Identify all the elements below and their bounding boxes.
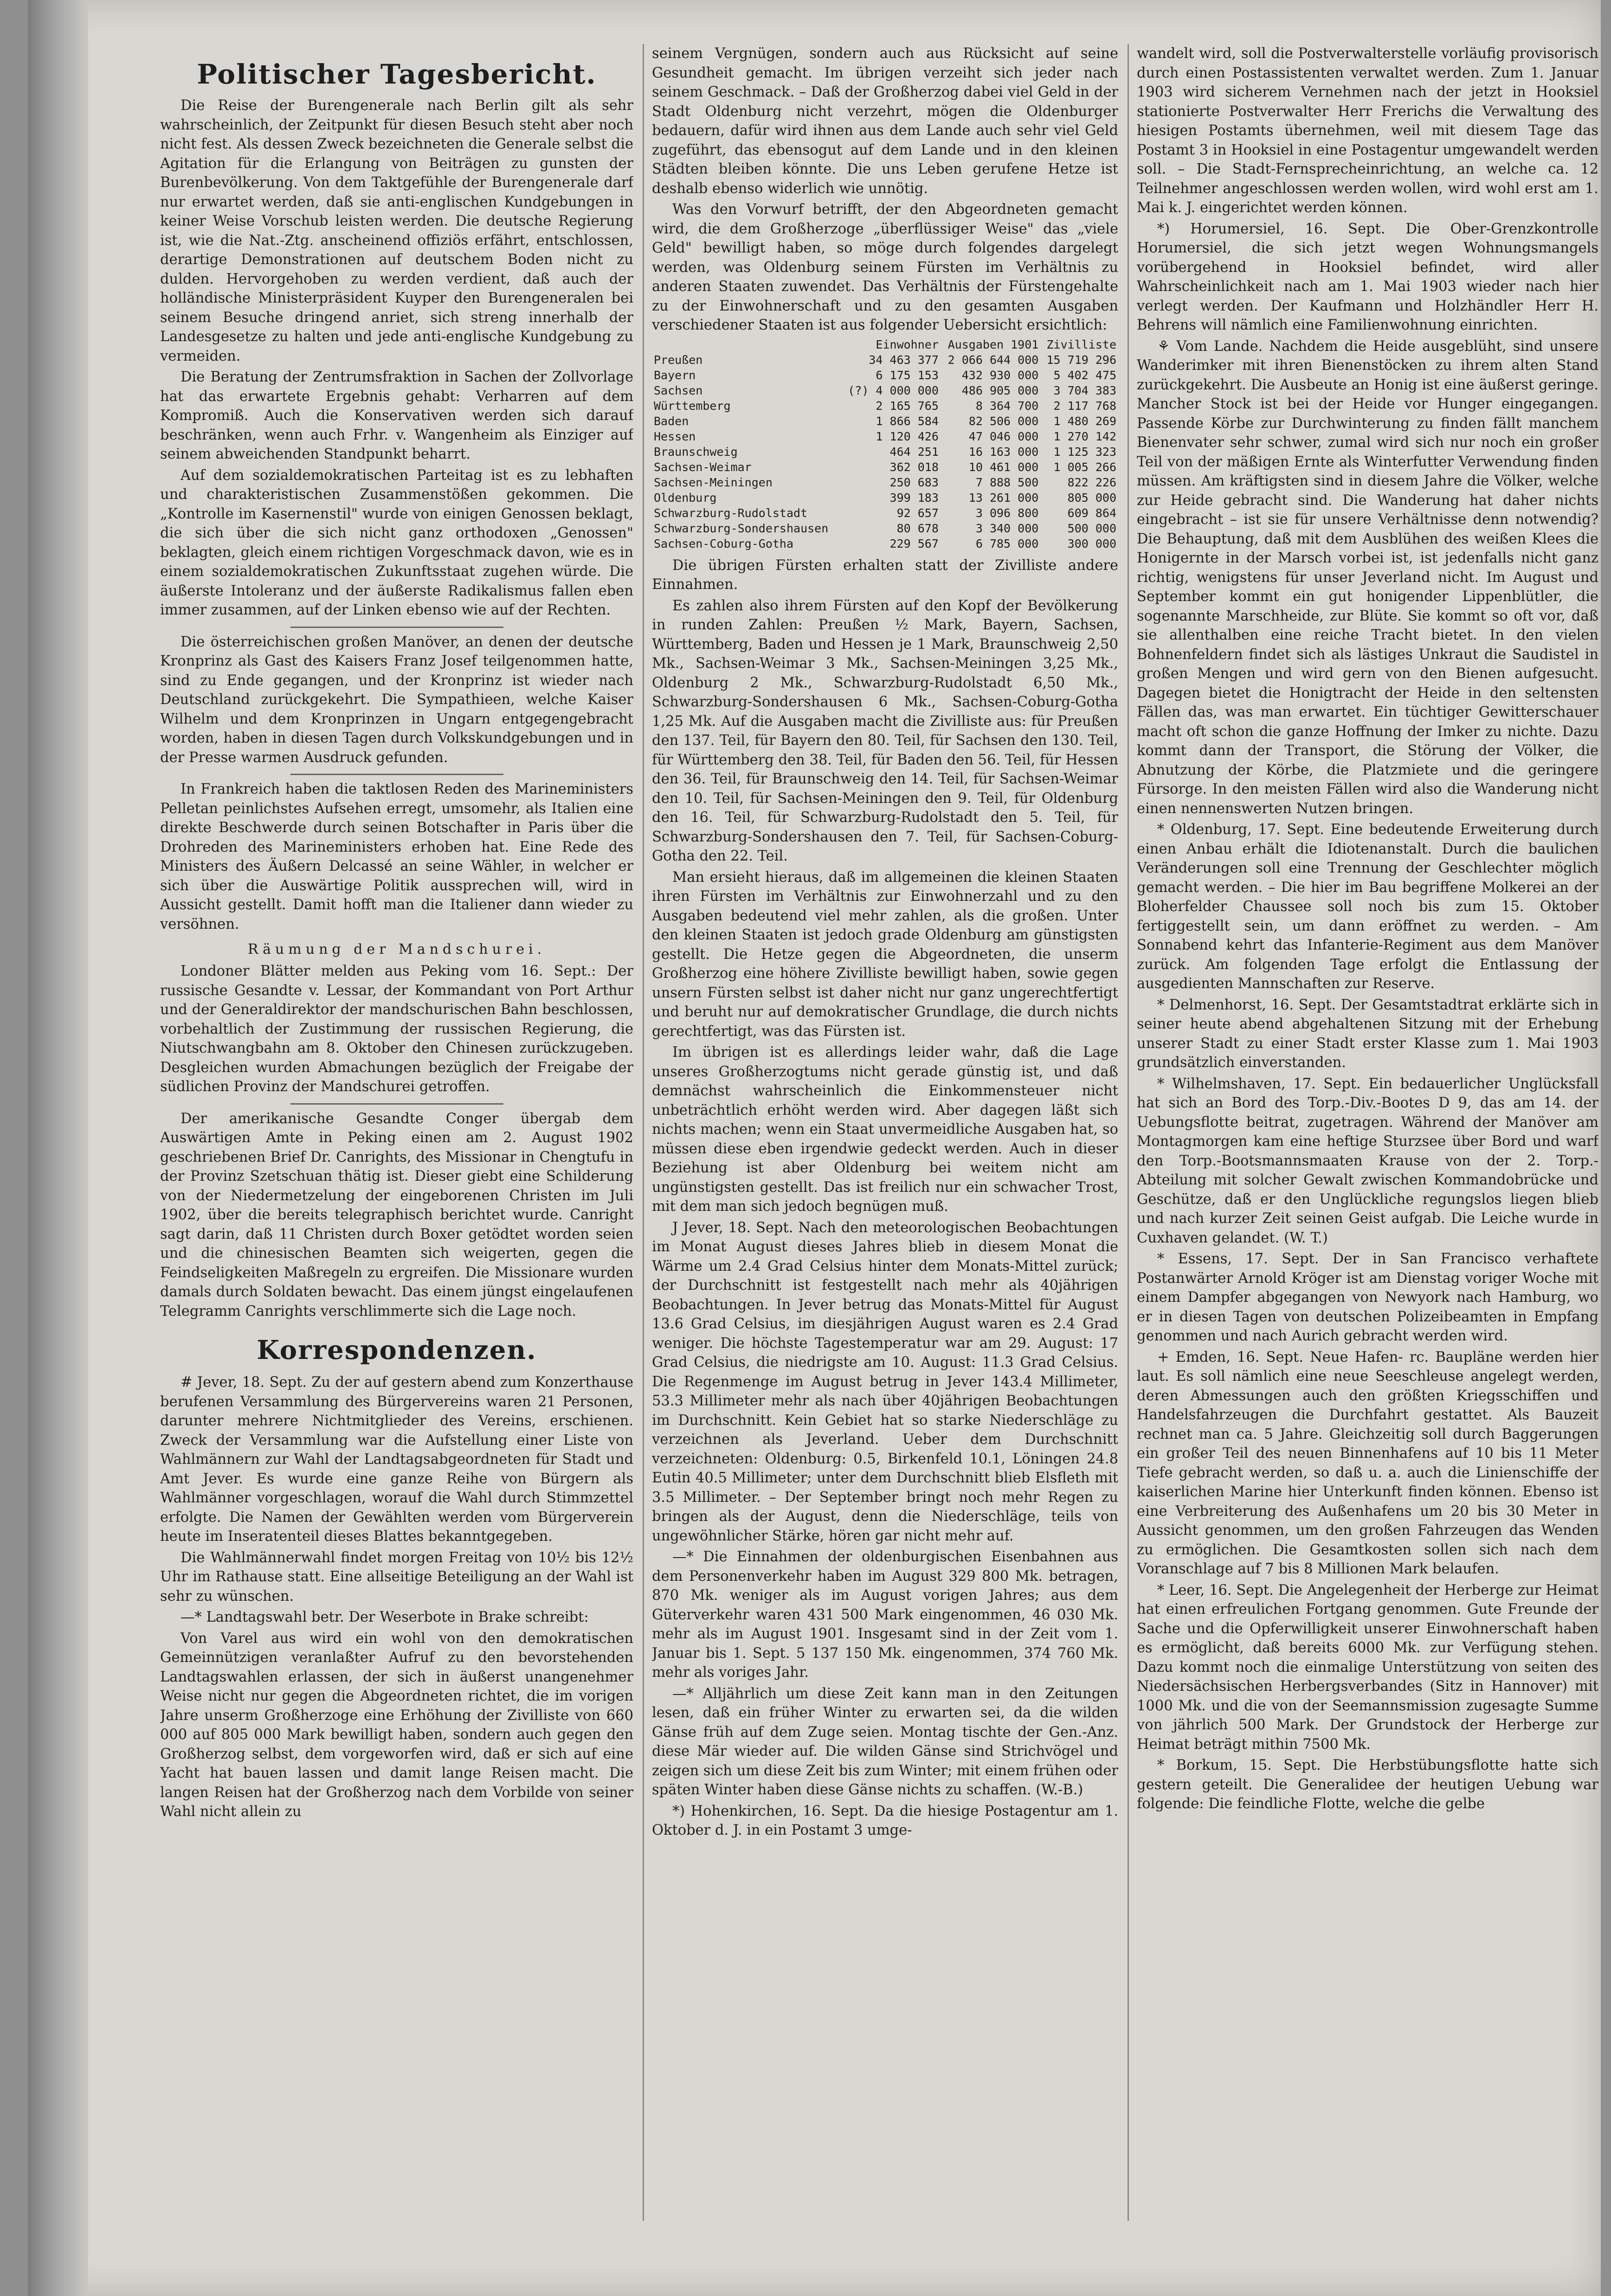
article-paragraph: Die Wahlmännerwahl findet morgen Freitag von 10½ bis 12½ Uhr im Rathause statt. Eine allseitige Beteiligung an der Wahl ist sehr zu wünschen. [160,1549,633,1604]
column-2 [652,44,1118,2267]
table-row [652,536,1118,551]
article-paragraph: Was den Vorwurf betrifft, der den Abgeordneten gemacht wird, die dem Großherzoge „überflüssiger Weise" das „viele Geld" bewilligt haben, so möge durch folgendes dargelegt werden, was Oldenburg seinem Fürsten im Verhältnis zu anderen Staaten zuwendet. Das Verhältnis der Fürstengehalte zu der Einwohnerschaft und zu den gesamten Ausgaben verschiedener Staaten ist aus folgender Uebersicht ersichtlich: [652,201,1118,333]
article-paragraph: Im übrigen ist es allerdings leider wahr, daß die Lage unseres Großherzogtums nicht gerade günstig ist, und daß demnächst wahrscheinlich die Einkommensteuer nicht unbeträchtlich erhöht werden wird. Aber dagegen läßt sich nichts machen; wenn ein Staat unvermeidliche Ausgaben hat, so müssen diese eben irgendwie gedeckt werden. Auch in dieser Beziehung ist aber Oldenburg bei weitem nicht am ungünstigsten gestellt. Das ist freilich nur ein schwacher Trost, mit dem man sich jedoch begnügen muß. [652,1044,1118,1215]
table-header-cell: Einwohner [876,337,939,351]
article-paragraph: Londoner Blätter melden aus Peking vom 16. Sept.: Der russische Gesandte v. Lessar, der Kommandant von Port Arthur und der Generaldirektor der mandschurischen Bahn beschlossen, vorbehaltlich der Zustimmung der russischen Regierung, die Niutschwangbahn am 8. Oktober den Chinesen zurückzugeben. Desgleichen wurden Abmachungen bezüglich der Freigabe der südlichen Provinz der Mandschurei getroffen. [160,963,633,1095]
table-cell: (?) 4 000 000 [848,383,939,397]
article-paragraph: Auf dem sozialdemokratischen Parteitag ist es zu lebhaften und charakteristischen Zusammenstößen gekommen. Die „Kontrolle im Kasernenstil" wurde von einigen Genossen beklagt, die sich über die sich nicht ganz orthodoxen „Genossen" beklagten, gleich einem richtigen Vorgeschmack davon, wie es in einem sozialdemokratischen Zukunftsstaat zugehen würde. Die äußerste Intoleranz und der äußerste Radikalismus fallen eben immer zusammen, auf der Linken ebenso wie auf der Rechten. [160,467,633,618]
table-cell: Oldenburg [654,491,717,504]
table-cell: 80 678 [896,521,939,535]
article-paragraph: Die Beratung der Zentrumsfraktion in Sachen der Zollvorlage hat das erwartete Ergebnis gehabt: Verharren auf dem Kompromiß. Auch die Konservativen werden sich darauf beschränken, wenn auch Frhr. v. Wangenheim als Einziger auf seinem abweichenden Standpunkt beharrt. [160,369,633,462]
article-paragraph: *) Hohenkirchen, 16. Sept. Da die hiesige Postagentur am 1. Oktober d. J. in ein Postamt 3 umge- [652,1803,1118,1838]
table-cell: 1 005 266 [1053,460,1116,474]
article-paragraph: seinem Vergnügen, sondern auch aus Rücksicht auf seine Gesundheit gemacht. Im übrigen verzeiht sich jeder nach seinem Geschmack. – Daß der Großherzog dabei viel Geld in der Stadt Oldenburg nicht verzehrt, mögen die Oldenburger bedauern, dafür wird ihnen aus dem Lande auch sehr viel Geld zugeführt, das ebensogut auf dem Lande und in den kleinen Städten bleiben könnte. Die uns Leben gerufene Hetze ist deshalb ebenso widerlich wie unnötig. [652,45,1118,197]
table-row [652,505,1118,521]
table-cell: 1 866 584 [876,414,939,428]
article-paragraph: J Jever, 18. Sept. Nach den meteorologischen Beobachtungen im Monat August dieses Jahres blieb in diesem Monat die Wärme um 2.4 Grad Celsius hinter dem Monats-Mittel zurück; der Durchschnitt ist festgestellt nach mehr als 40jährigen Beobachtungen. In Jever betrug das Monats-Mittel für August 13.6 Grad Celsius, im diesjährigen August waren es 2.4 Grad weniger. Die höchste Tagestemperatur war am 29. August: 17 Grad Celsius, die niedrigste am 10. August: 11.3 Grad Celsius. Die Regenmenge im August betrug in Jever 143.4 Millimeter, 53.3 Millimeter mehr als nach über 40jährigen Beobachtungen im Durchschnitt. Kein Gebiet hat so starke Niederschläge zu verzeichnen als Jeverland. Ueber dem Durchschnitt verzeichneten: Oldenburg: 0.5, Birkenfeld 10.1, Löningen 24.8 Eutin 40.5 Millimeter; unter dem Durchschnitt blieb Elsfleth mit 3.5 Millimeter. – Der September bringt noch mehr Regen zu bringen als der August, denn die Niederschläge, teils von ungewöhnlicher Stärke, hören gar nicht mehr auf. [652,1219,1118,1544]
table-cell: Sachsen-Weimar [654,460,752,474]
article-paragraph: * Leer, 16. Sept. Die Angelegenheit der Herberge zur Heimat hat einen erfreulichen Fortgang genommen. Gute Freunde der Sache und die Opferwilligkeit unserer Einwohnerschaft haben es ermöglicht, daß bereits 6000 Mk. zur Verfügung stehen. Dazu kommt noch die einmalige Unterstützung von seiten des Niedersächsischen Herbergsverbandes (Sitz in Hannover) mit 1000 Mk. und die von der Seemannsmission zugesagte Summe von jährlich 500 Mark. Der Grundstock der Herberge zur Heimat beträgt mithin 7500 Mk. [1137,1582,1598,1753]
table-cell: 399 183 [889,491,939,504]
table-cell: 1 480 269 [1053,414,1116,428]
newspaper-page [28,0,1601,2296]
article-paragraph: —* Die Einnahmen der oldenburgischen Eisenbahnen aus dem Personenverkehr haben im August 329 800 Mk. betragen, 870 Mk. weniger als im August vorigen Jahres; aus dem Güterverkehr waren 431 500 Mark eingenommen, 46 030 Mk. mehr als im August 1901. Insgesamt sind in der Zeit vom 1. Januar bis 1. Sept. 5 137 150 Mk. eingenommen, 374 760 Mk. mehr als voriges Jahr. [652,1549,1118,1681]
table-cell: 47 046 000 [968,429,1039,443]
table-cell: Baden [654,414,689,428]
table-cell: 92 657 [896,506,939,520]
table-cell: 1 125 323 [1053,445,1116,459]
page-binding-edge [28,0,88,2296]
civil-list-table [652,337,1118,551]
table-cell: 822 226 [1067,475,1116,489]
table-cell: 7 888 500 [975,475,1039,489]
table-cell: 805 000 [1067,491,1116,504]
table-cell: Bayern [654,368,696,382]
table-cell: 486 905 000 [961,383,1039,397]
table-cell: 3 340 000 [975,521,1039,535]
table-cell: Schwarzburg-Sondershausen [654,521,829,535]
table-cell: Hessen [654,429,696,443]
article-paragraph: Die übrigen Fürsten erhalten statt der Zivilliste andere Einnahmen. [652,557,1118,593]
divider [290,774,503,775]
article-paragraph: Von Varel aus wird ein wohl von den demokratischen Gemeinnützigen veranlaßter Aufruf zu den bevorstehenden Landtagswahlen erlassen, der sich in äußerst unangenehmer Weise nicht nur gegen die Abgeordneten richtet, die im vorigen Jahre unserm Großherzoge eine Erhöhung der Zivilliste von 660 000 auf 805 000 Mark bewilligt haben, sondern auch gegen den Großherzog selbst, dem vorgeworfen wird, daß er sich auf eine Yacht hat bauen lassen und damit lange Reisen macht. Die langen Reisen hat der Großherzog nach dem Vorbilde von seiner Wahl nicht allein zu [160,1630,633,1820]
column-rule [1128,44,1129,2221]
table-row [652,490,1118,505]
section-title: Politischer Tagesbericht. [197,58,597,90]
table-cell: 2 066 644 000 [947,353,1039,367]
table-cell: 13 261 000 [968,491,1039,504]
table-cell: 2 117 768 [1053,399,1116,413]
table-row [652,383,1118,398]
article-paragraph: * Delmenhorst, 16. Sept. Der Gesamtstadtrat erklärte sich in seiner heute abend abgehaltenen Sitzung mit der Erhebung unserer Stadt zu einer Stadt erster Klasse zum 1. Mai 1903 grundsätzlich einverstanden. [1137,996,1598,1071]
divider [290,1103,503,1105]
table-cell: 362 018 [889,460,939,474]
table-cell: 3 096 800 [975,506,1039,520]
table-cell: 10 461 000 [968,460,1039,474]
table-cell: Sachsen [654,383,703,397]
table-cell: 2 165 765 [876,399,939,413]
article-paragraph: * Essens, 17. Sept. Der in San Francisco verhaftete Postanwärter Arnold Kröger ist am Dienstag voriger Woche mit einem Dampfer abgegangen von Newyork nach Hamburg, wo er in diesen Tagen von deutschen Polizeibeamten in Empfang genommen und nach Aurich gebracht werden wird. [1137,1251,1598,1344]
article-paragraph: *) Horumersiel, 16. Sept. Die Ober-Grenzkontrolle Horumersiel, die sich jetzt wegen Wohnungsmangels vorübergehend in Hooksiel befindet, wird aller Wahrscheinlichkeit nach am 1. Mai 1903 wieder nach hier verlegt werden. Der Kaufmann und Holzhändler Herr H. Behrens will nämlich eine Familienwohnung einrichten. [1137,220,1598,333]
divider [290,627,503,628]
table-cell: 16 163 000 [968,445,1039,459]
column-3 [1137,44,1598,2267]
table-cell: 34 463 377 [869,353,939,367]
table-cell: 609 864 [1067,506,1116,520]
article-paragraph: * Wilhelmshaven, 17. Sept. Ein bedauerlicher Unglücksfall hat sich an Bord des Torp.-Div.-Bootes D 9, das am 14. der Uebungsflotte beitrat, zugetragen. Während der Manöver am Montagmorgen kam eine heftige Sturzsee über Bord und warf den Torp.-Bootsmannsmaaten Krause von der 2. Torp.-Abteilung mit solcher Gewalt zwischen Kommandobrücke und Geschütze, daß er den Unglückliche regungslos liegen blieb und nach kurzer Zeit seinen Geist aufgab. Die Leiche wurde in Cuxhaven gelandet. (W. T.) [1137,1075,1598,1246]
table-cell: 1 270 142 [1053,429,1116,443]
article-paragraph: * Oldenburg, 17. Sept. Eine bedeutende Erweiterung durch einen Anbau erhält die Idiotenanstalt. Durch die baulichen Veränderungen soll eine Trennung der Geschlechter möglich gemacht werden. – Die hier im Bau begriffene Molkerei an der Bloherfelder Chaussee soll noch bis zum 15. Oktober fertiggestellt sein, um dann eröffnet zu werden. – Am Sonnabend kehrt das Infanterie-Regiment aus dem Manöver zurück. Am folgenden Tage erfolgt die Entlassung der ausgedienten Mannschaften zur Reserve. [1137,821,1598,992]
table-body [652,352,1118,551]
table-cell: 3 704 383 [1053,383,1116,397]
article-paragraph: ⚘ Vom Lande. Nachdem die Heide ausgeblüht, sind unsere Wanderimker mit ihren Bienenstöcken zu ihrem alten Stand zurückgekehrt. Die Ausbeute an Honig ist eine äußerst geringe. Mancher Stock ist bei der Heide vor Hunger eingegangen. Passende Körbe zur Durchwinterung zu finden fällt manchem Bienenvater sehr schwer, zumal wird sich nur noch ein großer Teil von der mäßigen Ernte als Winterfutter Verwendung finden müssen. Am kräftigsten sind in diesem Jahre die Völker, welche zur Heide gebracht sind. Die Wanderung hat daher nichts eingebracht – ist sie für unsere Verhältnisse denn notwendig? Die Behauptung, daß mit dem Ausblühen des weißen Klees die Honigernte in der Marsch vorbei ist, ist jedenfalls nicht ganz richtig, wenigstens für unser Jeverland nicht. Im August und September kommt ein gut honigender Lippenblütler, die sogenannte Marschheide, zur Blüte. Sie kommt so oft vor, daß sie allenthalben eine reiche Tracht bietet. In den vielen Bohnenfeldern findet sich als lästiges Unkraut die Saudistel in großen Mengen und wird gern von den Bienen aufgesucht. Dagegen bietet die Honigtracht der Heide in den seltensten Fällen das, was man erwartet. Ein tüchtiger Gewitterschauer macht oft schon die ganze Hoffnung der Imker zu nichte. Dazu kommt dann der Transport, die Störung der Völker, die Abnutzung der Körbe, die Platzmiete und die geringere Fürsorge. In den meisten Fällen wird also die Wanderung nicht einen nennenswerten Nutzen bringen. [1137,338,1598,817]
table-row [652,398,1118,414]
table-cell: 8 364 700 [975,399,1039,413]
article-paragraph: In Frankreich haben die taktlosen Reden des Marineministers Pelletan peinlichstes Aufsehen erregt, umsomehr, als Italien eine direkte Beschwerde durch seinen Botschafter in Paris über die Drohreden des Marineministers erhoben hat. Eine Rede des Ministers des Äußern Delcassé an seine Wähler, in welcher er sich über die Auswärtige Politik aussprechen will, wird in Aussicht gestellt. Damit hofft man die Italiener dann wieder zu versöhnen. [160,781,633,932]
table-cell: 6 785 000 [975,537,1039,550]
table-cell: 5 402 475 [1053,368,1116,382]
table-row [652,414,1118,429]
table-cell: 250 683 [889,475,939,489]
table-cell: 15 719 296 [1046,353,1116,367]
table-row [652,352,1118,368]
table-cell: Schwarzburg-Rudolstadt [654,506,808,520]
article-paragraph: # Jever, 18. Sept. Zu der auf gestern abend zum Konzerthause berufenen Versammlung des Bürgervereins waren 21 Personen, darunter mehrere Nichtmitglieder des Vereins, erschienen. Zweck der Versammlung war die Aufstellung einer Liste von Wahlmännern zur Wahl der Landtagsabgeordneten für Stadt und Amt Jever. Es wurde eine ganze Reihe von Bürgern als Wahlmänner vorgeschlagen, worauf die Wahl durch Stimmzettel erfolgte. Die Namen der Gewählten werden vom Bürgerverein heute im Inseratenteil dieses Blattes bekanntgegeben. [160,1374,633,1545]
table-cell: Sachsen-Coburg-Gotha [654,537,794,550]
article-paragraph: —* Landtagswahl betr. Der Weserbote in Brake schreibt: [180,1609,589,1625]
table-cell: 229 567 [889,537,939,550]
table-cell: 500 000 [1067,521,1116,535]
article-paragraph: Die Reise der Burengenerale nach Berlin gilt als sehr wahrscheinlich, der Zeitpunkt für diesen Besuch steht aber noch nicht fest. Als dessen Zweck bezeichneten die Generale selbst die Agitation für die Erlangung von Beiträgen zu gunsten der Burenbevölkerung. Von dem Taktgefühle der Burengenerale darf nur erwartet werden, daß sie anti-englischen Kundgebungen in keiner Weise Vorschub leisten werden. Die deutsche Regierung ist, wie die Nat.-Ztg. anscheinend offiziös erfährt, entschlossen, derartige Demonstrationen auf deutschem Boden nicht zu dulden. Hervorgehoben zu werden verdient, daß auch der holländische Ministerpräsident Kuyper den Burengeneralen bei seinem Besuche dringend anriet, sich streng innerhalb der Landesgesetze zu halten und jede anti-englische Kundgebung zu vermeiden. [160,97,633,364]
table-header-cell: Ausgaben 1901 [947,337,1039,351]
article-subheading: Räumung der Mandschurei. [247,941,546,957]
table-header-cell: Zivilliste [1046,337,1116,351]
table-cell: 82 506 000 [968,414,1039,428]
table-row [652,429,1118,444]
article-paragraph: Die österreichischen großen Manöver, an denen der deutsche Kronprinz als Gast des Kaisers Franz Josef teilgenommen hatte, sind zu Ende gegangen, und der Kronprinz ist wieder nach Deutschland zurückgekehrt. Die Sympathieen, welche Kaiser Wilhelm und dem Kronprinzen in Ungarn entgegengebracht worden, haben in diesen Tagen durch Volkskundgebungen und in der Presse warmen Ausdruck gefunden. [160,634,633,766]
article-paragraph: —* Alljährlich um diese Zeit kann man in den Zeitungen lesen, daß ein früher Winter zu erwarten sei, da die wilden Gänse früh auf dem Zuge seien. Montag tischte der Gen.-Anz. diese Mär wieder auf. Die wilden Gänse sind Strichvögel und zeigen sich um diese Zeit bis zum Winter; mit einem frühen oder späten Winter haben diese Gänse nichts zu schaffen. (W.-B.) [652,1685,1118,1798]
table-header-cell [652,337,840,352]
table-row [652,459,1118,475]
column-rule [643,44,644,2221]
table-cell: Preußen [654,353,703,367]
table-cell: 432 930 000 [961,368,1039,382]
table-cell: 300 000 [1067,537,1116,550]
table-cell: Braunschweig [654,445,738,459]
article-paragraph: Man ersieht hieraus, daß im allgemeinen die kleinen Staaten ihren Fürsten im Verhältnis zur Einwohnerzahl und zu den Ausgaben bedeutend viel mehr zahlen, als die großen. Unter den kleinen Staaten ist jedoch grade Oldenburg am günstigsten gestellt. Die Hetze gegen die Abgeordneten, die unserm Großherzog eine höhere Zivilliste bewilligt haben, sowie gegen unsern Fürsten selbst ist daher nicht nur ganz ungerechtfertigt und beruht nur auf demokratischer Grundlage, die durch nichts gerechtfertigt, was das Fürsten ist. [652,869,1118,1040]
table-row [652,475,1118,490]
article-paragraph: * Borkum, 15. Sept. Die Herbstübungsflotte hatte sich gestern geteilt. Die Generalidee der heutigen Uebung war folgende: Die feindliche Flotte, welche die gelbe [1137,1757,1598,1812]
table-cell: 6 175 153 [876,368,939,382]
table-row [652,368,1118,383]
table-row [652,444,1118,459]
table-cell: Sachsen-Meiningen [654,475,773,489]
section-title: Korrespondenzen. [257,1335,537,1365]
column-1 [160,44,633,2267]
table-cell: 464 251 [889,445,939,459]
article-paragraph: Der amerikanische Gesandte Conger übergab dem Auswärtigen Amte in Peking einen am 2. August 1902 geschriebenen Brief Dr. Canrights, des Missionar in Chengtufu in der Provinz Szetschuan thätig ist. Dieser giebt eine Schilderung von der Niedermetzelung der eingeborenen Christen im Juli 1902, über die bereits telegraphisch berichtet wurde. Canright sagt darin, daß 11 Christen durch Boxer getödtet worden seien und die chinesischen Beamten sich weigerten, gegen die Feindseligkeiten Maßregeln zu ergreifen. Die Missionare wurden damals durch Soldaten bewacht. Das einem jüngst eingelaufenen Telegramm Canrights verschlimmerte sich die Lage noch. [160,1110,633,1319]
table-cell: Württemberg [654,399,731,413]
table-row [652,521,1118,536]
article-paragraph: Es zahlen also ihrem Fürsten auf den Kopf der Bevölkerung in runden Zahlen: Preußen ½ Mark, Bayern, Sachsen, Württemberg, Baden und Hessen je 1 Mark, Braunschweig 2,50 Mk., Sachsen-Weimar 3 Mk., Sachsen-Meiningen 3,25 Mk., Oldenburg 2 Mk., Schwarzburg-Rudolstadt 6,50 Mk., Schwarzburg-Sondershausen 6 Mk., Sachsen-Coburg-Gotha 1,25 Mk. Auf die Ausgaben macht die Zivilliste aus: für Preußen den 137. Teil, für Bayern den 80. Teil, für Sachsen den 130. Teil, für Württemberg den 38. Teil, für Baden den 56. Teil, für Hessen den 36. Teil, für Braunschweig den 14. Teil, für Sachsen-Weimar den 10. Teil, für Sachsen-Meiningen den 9. Teil, für Oldenburg den 16. Teil, für Schwarzburg-Rudolstadt den 5. Teil, für Schwarzburg-Sondershausen den 7. Teil, für Sachsen-Coburg-Gotha den 22. Teil. [652,597,1118,864]
article-paragraph: + Emden, 16. Sept. Neue Hafen- rc. Baupläne werden hier laut. Es soll nämlich eine neue Seeschleuse angelegt werden, deren Abmessungen auch den größten Kriegsschiffen und Handelsfahrzeugen die Durchfahrt gestattet. Als Bauzeit rechnet man ca. 5 Jahre. Gleichzeitig soll durch Baggerungen ein großer Teil des neuen Binnenhafens auf 10 bis 11 Meter Tiefe gebracht werden, so daß u. a. auch die Linienschiffe der kaiserlichen Marine hier Unterkunft finden können. Ebenso ist eine Verbreiterung des Außenhafens um 20 bis 30 Meter in Aussicht genommen, um den großen Fahrzeugen das Wenden zu ermöglichen. Die Gesamtkosten sollen sich nach dem Voranschlage auf 7 bis 8 Millionen Mark belaufen. [1137,1349,1598,1577]
table-header-row [652,337,1118,352]
table-cell: 1 120 426 [876,429,939,443]
article-paragraph: wandelt wird, soll die Postverwalterstelle vorläufig provisorisch durch einen Postassistenten verwaltet werden. Zum 1. Januar 1903 wird sicherem Vernehmen nach der jetzt in Hooksiel stationierte Postverwalter Herr Frerichs die Verwaltung des hiesigen Postamts übernehmen, weil mit diesem Tage das Postamt 3 in Hooksiel in eine Postagentur umgewandelt werden soll. – Die Stadt-Fernsprecheinrichtung, an welche ca. 12 Teilnehmer angeschlossen werden wollen, wird wohl erst am 1. Mai k. J. eingerichtet werden können. [1137,45,1598,216]
